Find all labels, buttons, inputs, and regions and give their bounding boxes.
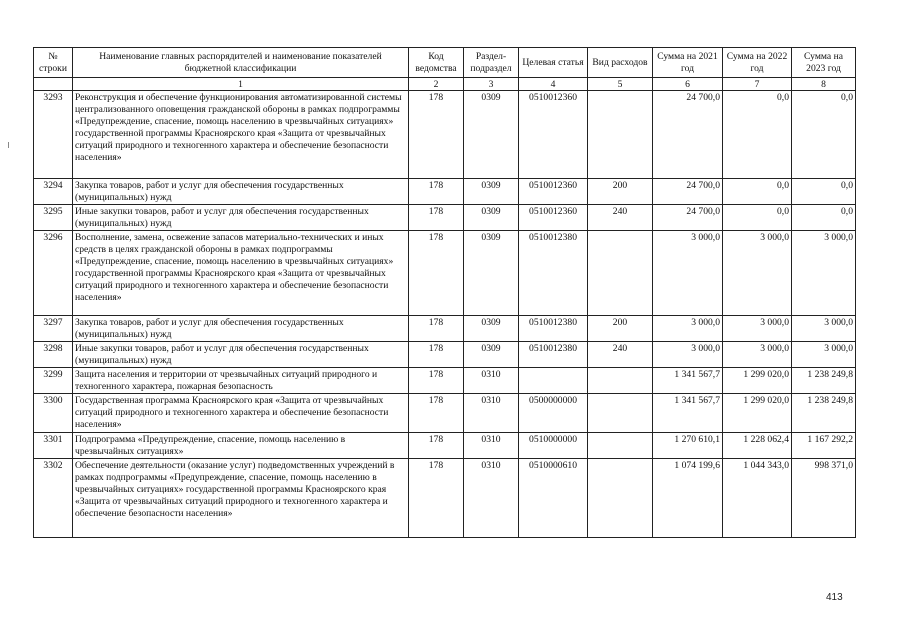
row-section: 0310	[464, 394, 519, 433]
row-name: Иные закупки товаров, работ и услуг для обеспечения государственных (муниципальных) нужд	[73, 205, 409, 231]
table-row	[34, 205, 856, 231]
row-sum-2023: 1 238 249,8	[792, 368, 856, 394]
row-number: 3296	[34, 231, 73, 316]
row-target-item: 0510012380	[519, 316, 588, 342]
header-sum-2023: Сумма на 2023 год	[792, 48, 856, 78]
row-expense-kind	[588, 433, 653, 459]
table-row	[34, 179, 856, 205]
header-expense-kind: Вид расходов	[588, 48, 653, 78]
row-sum-2023: 998 371,0	[792, 459, 856, 538]
row-expense-kind: 200	[588, 179, 653, 205]
row-number: 3300	[34, 394, 73, 433]
row-target-item: 0510000610	[519, 459, 588, 538]
row-sum-2022: 3 000,0	[723, 316, 792, 342]
row-target-item: 0510000000	[519, 433, 588, 459]
row-sum-2022: 1 299 020,0	[723, 368, 792, 394]
row-number: 3293	[34, 91, 73, 179]
row-sum-2022: 0,0	[723, 205, 792, 231]
table-row	[34, 316, 856, 342]
table-row	[34, 459, 856, 538]
column-number: 8	[792, 78, 856, 91]
row-sum-2023: 0,0	[792, 179, 856, 205]
row-sum-2021: 1 341 567,7	[653, 394, 723, 433]
table-row	[34, 231, 856, 316]
row-name: Защита населения и территории от чрезвычайных ситуаций природного и техногенного характера, пожарная безопасность	[73, 368, 409, 394]
row-expense-kind: 200	[588, 316, 653, 342]
row-name: Закупка товаров, работ и услуг для обеспечения государственных (муниципальных) нужд	[73, 316, 409, 342]
row-sum-2023: 3 000,0	[792, 231, 856, 316]
row-target-item: 0510012380	[519, 342, 588, 368]
table-row	[34, 368, 856, 394]
row-target-item: 0510012360	[519, 91, 588, 179]
table-row	[34, 433, 856, 459]
row-number: 3298	[34, 342, 73, 368]
row-number: 3294	[34, 179, 73, 205]
column-number: 4	[519, 78, 588, 91]
row-section: 0309	[464, 91, 519, 179]
row-section: 0309	[464, 342, 519, 368]
row-section: 0310	[464, 433, 519, 459]
table-row	[34, 342, 856, 368]
row-section: 0310	[464, 459, 519, 538]
row-sum-2021: 1 270 610,1	[653, 433, 723, 459]
table-row	[34, 394, 856, 433]
column-number	[34, 78, 73, 91]
row-name: Подпрограмма «Предупреждение, спасение, помощь населению в чрезвычайных ситуациях»	[73, 433, 409, 459]
row-dept-code: 178	[409, 394, 464, 433]
row-sum-2021: 1 341 567,7	[653, 368, 723, 394]
row-sum-2022: 1 228 062,4	[723, 433, 792, 459]
row-section: 0309	[464, 205, 519, 231]
row-dept-code: 178	[409, 433, 464, 459]
row-target-item: 0510012360	[519, 179, 588, 205]
row-expense-kind	[588, 231, 653, 316]
column-number: 7	[723, 78, 792, 91]
column-number: 6	[653, 78, 723, 91]
header-sum-2022: Сумма на 2022 год	[723, 48, 792, 78]
page-number: 413	[826, 592, 843, 603]
row-sum-2021: 3 000,0	[653, 231, 723, 316]
row-sum-2023: 1 238 249,8	[792, 394, 856, 433]
table-row	[34, 91, 856, 179]
row-target-item: 0500000000	[519, 394, 588, 433]
row-dept-code: 178	[409, 459, 464, 538]
row-sum-2021: 3 000,0	[653, 316, 723, 342]
row-number: 3302	[34, 459, 73, 538]
row-dept-code: 178	[409, 316, 464, 342]
margin-mark	[8, 142, 9, 148]
row-dept-code: 178	[409, 231, 464, 316]
row-target-item	[519, 368, 588, 394]
table-header-row	[34, 48, 856, 78]
row-number: 3301	[34, 433, 73, 459]
row-sum-2023: 0,0	[792, 205, 856, 231]
row-dept-code: 178	[409, 91, 464, 179]
row-name: Государственная программа Красноярского края «Защита от чрезвычайных ситуаций природного и техногенного характера и обеспечение безопасности населения»	[73, 394, 409, 433]
row-expense-kind	[588, 459, 653, 538]
row-dept-code: 178	[409, 179, 464, 205]
row-section: 0309	[464, 179, 519, 205]
row-sum-2022: 3 000,0	[723, 342, 792, 368]
header-dept-code: Код ведомства	[409, 48, 464, 78]
row-sum-2022: 1 299 020,0	[723, 394, 792, 433]
header-row-number: № строки	[34, 48, 73, 78]
row-expense-kind	[588, 394, 653, 433]
row-section: 0309	[464, 316, 519, 342]
row-sum-2023: 3 000,0	[792, 316, 856, 342]
row-sum-2023: 0,0	[792, 91, 856, 179]
row-sum-2021: 24 700,0	[653, 91, 723, 179]
row-sum-2021: 1 074 199,6	[653, 459, 723, 538]
row-sum-2022: 0,0	[723, 91, 792, 179]
row-sum-2022: 0,0	[723, 179, 792, 205]
column-number: 5	[588, 78, 653, 91]
row-expense-kind: 240	[588, 342, 653, 368]
row-number: 3295	[34, 205, 73, 231]
row-name: Реконструкция и обеспечение функционирования автоматизированной системы централизованного оповещения гражданской обороны в рамках подпрограммы «Предупреждение, спасение, помощь населению в чрезвычайных ситуациях» государственной программы Красноярского края «Защита от чрезвычайных ситуаций природного и техногенного характера и обеспечение безопасности населения»	[73, 91, 409, 179]
column-numbers-row	[34, 78, 856, 91]
row-name: Закупка товаров, работ и услуг для обеспечения государственных (муниципальных) нужд	[73, 179, 409, 205]
row-number: 3299	[34, 368, 73, 394]
row-section: 0310	[464, 368, 519, 394]
header-sum-2021: Сумма на 2021 год	[653, 48, 723, 78]
row-section: 0309	[464, 231, 519, 316]
row-sum-2022: 1 044 343,0	[723, 459, 792, 538]
budget-table	[33, 47, 856, 538]
row-dept-code: 178	[409, 205, 464, 231]
row-expense-kind	[588, 368, 653, 394]
row-expense-kind: 240	[588, 205, 653, 231]
row-name: Иные закупки товаров, работ и услуг для обеспечения государственных (муниципальных) нужд	[73, 342, 409, 368]
row-dept-code: 178	[409, 368, 464, 394]
header-name: Наименование главных распорядителей и наименование показателей бюджетной классификации	[73, 48, 409, 78]
row-name: Восполнение, замена, освежение запасов материально-технических и иных средств в целях гражданской обороны в рамках подпрограммы «Предупреждение, спасение, помощь населению в чрезвычайных ситуациях» государственной программы Красноярского края «Защита от чрезвычайных ситуаций природного и техногенного характера и обеспечение безопасности населения»	[73, 231, 409, 316]
column-number: 2	[409, 78, 464, 91]
row-sum-2021: 3 000,0	[653, 342, 723, 368]
header-section: Раздел-подраздел	[464, 48, 519, 78]
row-target-item: 0510012360	[519, 205, 588, 231]
row-sum-2022: 3 000,0	[723, 231, 792, 316]
row-expense-kind	[588, 91, 653, 179]
row-name: Обеспечение деятельности (оказание услуг) подведомственных учреждений в рамках подпрограммы «Предупреждение, спасение, помощь населению в чрезвычайных ситуациях» государственной программы Красноярского края «Защита от чрезвычайных ситуаций природного и техногенного характера и обеспечение безопасности населения»	[73, 459, 409, 538]
row-sum-2023: 3 000,0	[792, 342, 856, 368]
row-number: 3297	[34, 316, 73, 342]
row-sum-2021: 24 700,0	[653, 179, 723, 205]
header-target-item: Целевая статья	[519, 48, 588, 78]
row-sum-2023: 1 167 292,2	[792, 433, 856, 459]
row-sum-2021: 24 700,0	[653, 205, 723, 231]
column-number: 3	[464, 78, 519, 91]
column-number: 1	[73, 78, 409, 91]
row-target-item: 0510012380	[519, 231, 588, 316]
row-dept-code: 178	[409, 342, 464, 368]
